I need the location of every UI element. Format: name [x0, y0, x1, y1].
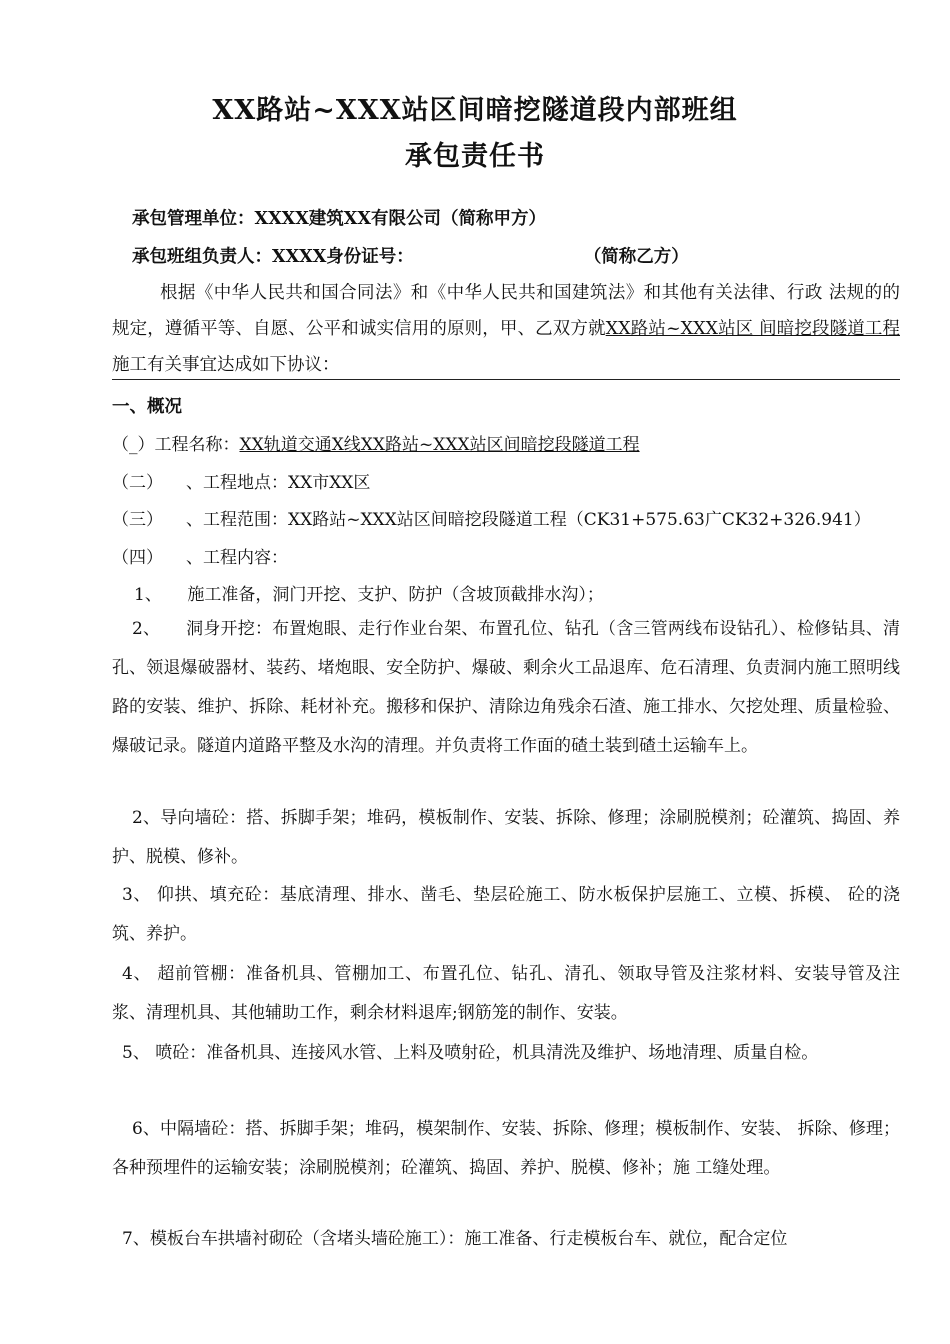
content-item-2: 2、 洞身开挖：布置炮眼、走行作业台架、布置孔位、钻孔（含三管两线布设钻孔）、检修钻具、清孔、领退爆破器材、装药、堵炮眼、安全防护、爆破、剩余火工品退库、危石清理、负责洞内施工照明线路的安装、维护、拆除、耗材补充。搬移和保护、清除边角残余石渣、施工排水、欠挖处理、质量检验、爆破记录。隧道内道路平整及水沟的清理。并负责将工作面的碴土装到碴土运输车上。: [112, 619, 900, 756]
party-b-line: [132, 243, 689, 268]
document-subtitle: 承包责任书: [405, 141, 545, 172]
intro-text-end: 施工有关事宜达成如下协议：: [112, 355, 340, 375]
divider-line: [112, 379, 900, 380]
item-number: （_）: [112, 435, 155, 455]
overview-item-content: [112, 543, 288, 568]
item-text: 、工程内容：: [186, 548, 288, 568]
party-b-label: 承包班组负责人：XXXX身份证号：: [132, 247, 414, 267]
intro-text: 根据《中华人民共和国合同法》和《中华人民共和国建筑法》和其他有关法律、行政 法规的的规定，遵循平等、自愿、公平和诚实信用的原则，甲、乙双方就: [112, 283, 900, 339]
item-number: （二）: [112, 473, 163, 493]
content-item-1: 1、 施工准备，洞门开挖、支护、防护（含坡顶截排水沟）；: [134, 585, 604, 605]
document-title: XX路站~XXX站区间暗挖隧道段内部班组: [212, 95, 738, 126]
content-item-3: 2、导向墙砼：搭、拆脚手架；堆码，模板制作、安装、拆除、修理；涂刷脱模剂；砼灌筑、捣固、养护、脱模、修补。: [112, 808, 900, 867]
party-b-suffix: （简称乙方）: [583, 247, 689, 267]
item-number: （三）: [112, 510, 163, 530]
intro-paragraph: [112, 275, 900, 383]
overview-item-location: [112, 468, 370, 493]
content-item-7: 6、中隔墙砼：搭、拆脚手架；堆码，模架制作、安装、拆除、修理；模板制作、安装、 拆除、修理；各种预埋件的运输安装；涂刷脱模剂；砼灌筑、捣固、养护、脱模、修补；施 工缝处理。: [112, 1119, 900, 1178]
content-item-8: 7、模板台车拱墙衬砌砼（含堵头墙砼施工）：施工准备、行走模板台车、就位，配合定位: [122, 1229, 788, 1249]
item-text: 、工程范围：XX路站~XXX站区间暗挖段隧道工程（CK31+575.63广CK32+326.941）: [186, 510, 871, 530]
item-text: 、工程地点：XX市XX区: [186, 473, 371, 493]
overview-item-scope: [112, 505, 871, 530]
item-label: 工程名称：: [154, 435, 240, 455]
overview-item-name: [112, 430, 640, 455]
content-item-5: 4、 超前管棚：准备机具、管棚加工、布置孔位、钻孔、清孔、领取导管及注浆材料、安装导管及注浆、清理机具、其他辅助工作，剩余材料退库;钢筋笼的制作、安装。: [112, 964, 900, 1023]
content-item-4: 3、 仰拱、填充砼：基底清理、排水、凿毛、垫层砼施工、防水板保护层施工、立模、拆模、 砼的浇筑、养护。: [112, 885, 900, 944]
section-heading: 一、概况: [112, 397, 182, 417]
item-number: （四）: [112, 548, 163, 568]
party-a-line: 承包管理单位：XXXX建筑XX有限公司（简称甲方）: [132, 209, 546, 229]
item-value-underlined: XX轨道交通X线XX路站~XXX站区间暗挖段隧道工程: [239, 435, 640, 455]
project-name-underlined: XX路站~XXX站区 间暗挖段隧道工程: [605, 319, 900, 339]
content-item-6: 5、 喷砼：准备机具、连接风水管、上料及喷射砼，机具清洗及维护、场地清理、质量自检。: [122, 1043, 819, 1063]
